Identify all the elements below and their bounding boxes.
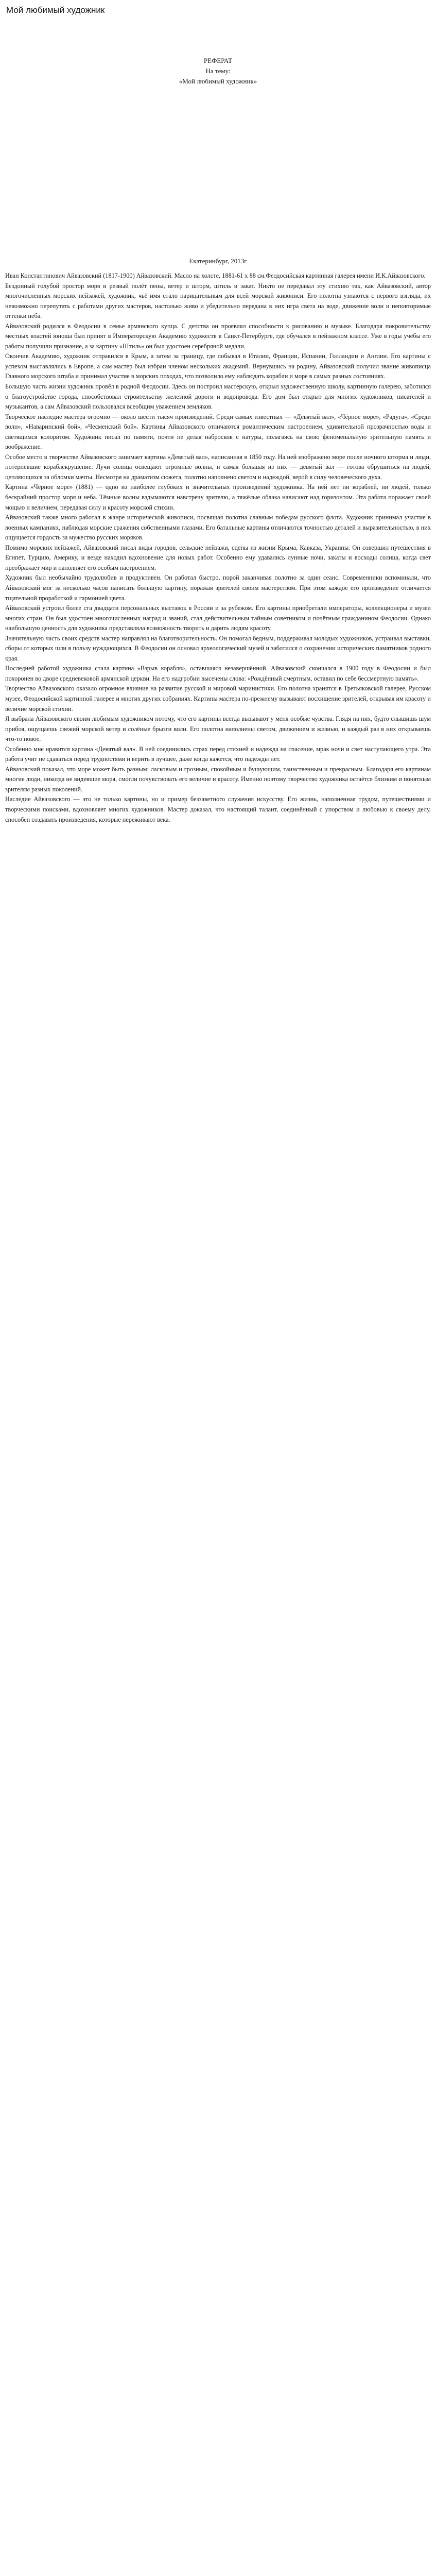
report-topic: «Мой любимый художник» bbox=[179, 77, 257, 85]
body-paragraph: Художник был необычайно трудолюбив и продуктивен. Он работал быстро, порой заканчивая полотно за один сеанс. Современники вспоминали, что Айвазовский мог за несколько часов написать большую картину, поражая зрителей своим мастерством. При этом каждое его произведение отличается тщательной проработкой и гармонией цвета. bbox=[5, 574, 431, 602]
body-paragraph: Большую часть жизни художник провёл в родной Феодосии. Здесь он построил мастерскую, открыл художественную школу, картинную галерею, заботился о благоустройстве города, способствовал строительству железной дороги и водопровода. Его дом был открыт для многих художников, писателей и музыкантов, а сам Айвазовский пользовался всеобщим уважением земляков. bbox=[5, 383, 431, 411]
body-paragraph: Особое место в творчестве Айвазовского занимает картина «Девятый вал», написанная в 1850 году. На ней изображено море после ночного шторма и люди, потерпевшие кораблекрушение. Лучи солнца освещают огромные волны, и самая большая из них — девятый вал — готова обрушиться на людей, цепляющихся за обломки мачты. Несмотря на драматизм сюжета, полотно наполнено светом и надеждой, верой в силу человеческого духа. bbox=[5, 453, 431, 481]
topic-label: На тему: bbox=[205, 67, 231, 75]
report-body bbox=[5, 271, 431, 825]
body-paragraph: Айвазовский показал, что море может быть разным: ласковым и грозным, спокойным и бушующим, таинственным и прекрасным. Благодаря его картинам многие люди, никогда не видевшие моря, смогли почувствовать его величие и красоту. Именно поэтому творчество художника остаётся близким и понятным зрителям разных поколений. bbox=[5, 765, 431, 793]
body-paragraph: Картина «Чёрное море» (1881) — одно из наиболее глубоких и значительных произведений художника. На ней нет ни кораблей, ни людей, только бескрайний простор моря и неба. Тёмные волны вздымаются навстречу зрителю, а тяжёлые облака нависают над горизонтом. Эта работа поражает своей мощью и величием, передавая силу и красоту морской стихии. bbox=[5, 483, 431, 511]
title-block bbox=[5, 56, 431, 87]
body-paragraph: Айвазовский устроил более ста двадцати персональных выставок в России и за рубежом. Его картины приобретали императоры, коллекционеры и музеи многих стран. Он был удостоен многочисленных наград и званий, стал действительным тайным советником и почётным гражданином Феодосии. Однако наибольшую ценность для художника представляла возможность творить и дарить людям красоту. bbox=[5, 604, 431, 632]
body-paragraph: Наследие Айвазовского — это не только картины, но и пример беззаветного служения искусству. Его жизнь, наполненная трудом, путешествиями и творческими поисками, вдохновляет многих художников. Мастер доказал, что настоящий талант, соединённый с упорством и любовью к своему делу, способен создавать произведения, которые переживают века. bbox=[5, 795, 431, 823]
body-paragraph: Бездонный голубой простор моря и резвый полёт пены, ветер и шторм, штиль и закат. Никто не передавал эту стихию так, как Айвазовский, автор многочисленных морских пейзажей, художник, чьё имя стало нарицательным для всей морской живописи. Его полотна узнаются с первого взгляда, их невозможно перепутать с работами других мастеров, настолько живо и убедительно передана в них игра света на воде, движение волн и неповторимые оттенки неба. bbox=[5, 282, 431, 320]
body-paragraph: Айвазовский родился в Феодосии в семье армянского купца. С детства он проявлял способности к рисованию и музыке. Благодаря покровительству местных властей юноша был принят в Императорскую Академию художеств в Санкт-Петербурге, где обучался в пейзажном классе. Уже в годы учёбы его работы получили признание, а за картину «Штиль» он был удостоен серебряной медали. bbox=[5, 322, 431, 350]
body-paragraph: Значительную часть своих средств мастер направлял на благотворительность. Он помогал бедным, поддерживал молодых художников, устраивал выставки, сборы от которых шли в пользу нуждающихся. В Феодосии он основал археологический музей и заботился о сохранении исторических памятников родного края. bbox=[5, 634, 431, 662]
body-paragraph: Айвазовский также много работал в жанре исторической живописи, посвящая полотна славным победам русского флота. Художник принимал участие в военных кампаниях, наблюдая морские сражения собственными глазами. Его батальные картины отличаются точностью деталей и выразительностью, в них ощущается гордость за мужество русских моряков. bbox=[5, 514, 431, 541]
body-paragraph: Помимо морских пейзажей, Айвазовский писал виды городов, сельские пейзажи, сцены из жизни Крыма, Кавказа, Украины. Он совершил путешествия в Египет, Турцию, Америку, и везде находил вдохновение для новых работ. Особенно ему удавались лунные ночи, закаты и восходы солнца, когда свет преображает мир и наполняет его особым настроением. bbox=[5, 544, 431, 571]
page-title: Мой любимый художник bbox=[6, 5, 105, 15]
report-heading: РЕФЕРАТ bbox=[203, 57, 233, 64]
body-paragraph: Окончив Академию, художник отправился в Крым, а затем за границу, где побывал в Италии, Франции, Испании, Голландии и Англии. Его картины с успехом выставлялись в Европе, а сам мастер был избран членом нескольких академий. Вернувшись на родину, Айвазовский получил звание живописца Главного морского штаба и принимал участие в морских походах, что позволило ему наблюдать корабли и море в самых разных состояниях. bbox=[5, 352, 431, 380]
body-paragraph: Иван Константинович Айвазовский (1817-1900) Айвазовский. Масло на холсте, 1881-61 x 88 см.Феодосийская картинная галерея имени И.К.Айвазовского. bbox=[5, 272, 426, 279]
body-paragraph: Я выбрала Айвазовского своим любимым художником потому, что его картины всегда вызывают у меня особые чувства. Глядя на них, будто слышишь шум прибоя, ощущаешь свежий морской ветер и солёные брызги волн. Его полотна наполнены светом, движением и жизнью, и каждый раз в них открываешь что-то новое. bbox=[5, 715, 431, 743]
body-paragraph: Творчество Айвазовского оказало огромное влияние на развитие русской и мировой маринистики. Его полотна хранятся в Третьяковской галерее, Русском музее, Феодосийской картинной галерее и многих других собраниях. Картины мастера по-прежнему вызывают восхищение зрителей, открывая им красоту и величие морской стихии. bbox=[5, 685, 431, 713]
body-paragraph: Творческое наследие мастера огромно — около шести тысяч произведений. Среди самых известных — «Девятый вал», «Чёрное море», «Радуга», «Среди волн», «Наваринский бой», «Чесменский бой». Картины Айвазовского отличаются романтическим настроением, удивительной прозрачностью воды и светящимся колоритом. Художник писал по памяти, почти не делая набросков с натуры, полагаясь на свою феноменальную зрительную память и воображение. bbox=[5, 413, 431, 451]
body-paragraph: Последней работой художника стала картина «Взрыв корабля», оставшаяся незавершённой. Айвазовский скончался в 1900 году в Феодосии и был похоронен во дворе средневековой армянской церкви. На его надгробии высечены слова: «Рождённый смертным, оставил по себе бессмертную память». bbox=[5, 665, 431, 682]
body-paragraph: Особенно мне нравится картина «Девятый вал». В ней соединились страх перед стихией и надежда на спасение, мрак ночи и свет наступающего утра. Эта работа учит не сдаваться перед трудностями и верить в лучшее, даже когда кажется, что надежды нет. bbox=[5, 745, 431, 763]
city-year: Екатеринбург, 2013г bbox=[189, 257, 247, 265]
